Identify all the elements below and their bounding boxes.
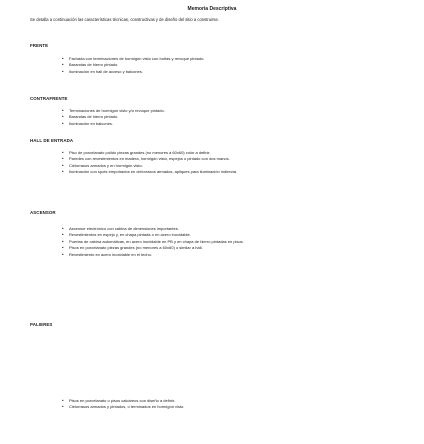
- section-heading-hall: HALL DE ENTRADA: [30, 138, 74, 143]
- section-heading-contrafrente: CONTRAFRENTE: [30, 96, 68, 101]
- list-item: • Iluminación en hall de acceso y balcones.: [62, 69, 382, 74]
- list-item: • Terminaciones de hormigón visto y/o revoque pintado.: [62, 108, 382, 113]
- list-item: • Puertas de cabina automáticas, en acero inoxidable en PB y en chapa de hierro pintadas en pisos.: [62, 239, 382, 244]
- list-item: • Piso de porcelanato pulido piezas grandes (no menores a 60x60) color a definir.: [62, 150, 382, 155]
- section-heading-frente: FRENTE: [30, 43, 49, 48]
- list-item: • Pisos en porcelanato piezas grandes (no menores a 60x60) o similar a hall.: [62, 245, 382, 250]
- section-list-contrafrente: [62, 108, 382, 127]
- section-heading-ascensor: ASCENSOR: [30, 210, 56, 215]
- list-item: • Cielorrasos armados y en hormigón visto.: [62, 163, 382, 168]
- list-item: • Barandas de hierro pintado.: [62, 114, 382, 119]
- list-item: • Pisos en porcelanato o pisos calcáreos con diseño a definir.: [62, 398, 382, 403]
- section-list-hall: [62, 150, 382, 176]
- section-list-ascensor: [62, 226, 382, 258]
- list-item: • Barandas de hierro pintado.: [62, 62, 382, 67]
- list-item: • Iluminación en balcones.: [62, 121, 382, 126]
- section-list-frente: [62, 56, 382, 75]
- list-item: • Paredes con revestimientos en madera, hormigón visto, espejos o pintado con dos manos.: [62, 156, 382, 161]
- section-heading-palieres: PALIERES: [30, 322, 53, 327]
- list-item: • Revestimiento en acero inoxidable en el techo.: [62, 252, 382, 257]
- list-item: • Fachada con terminaciones de hormigón visto con buñas y revoque pintado.: [62, 56, 382, 61]
- document-title: Memoria Descriptiva: [187, 6, 237, 12]
- intro-paragraph: Se detalla a continuación las características técnicas, constructivas y de diseño del sitio a construirse.: [30, 17, 219, 22]
- list-item: • Iluminación con spots empotrados en cielorrasos armados, apliques para iluminación indirecta.: [62, 169, 382, 174]
- list-item: • Cielorrasos armados y pintados, o terminados en hormigón visto.: [62, 404, 382, 409]
- list-item: • Ascensor electrónico con cabina de dimensiones importantes.: [62, 226, 382, 231]
- list-item: • Revestimientos en espejo y, en chapa pintada o en acero inoxidable.: [62, 232, 382, 237]
- section-list-palieres: [62, 398, 382, 411]
